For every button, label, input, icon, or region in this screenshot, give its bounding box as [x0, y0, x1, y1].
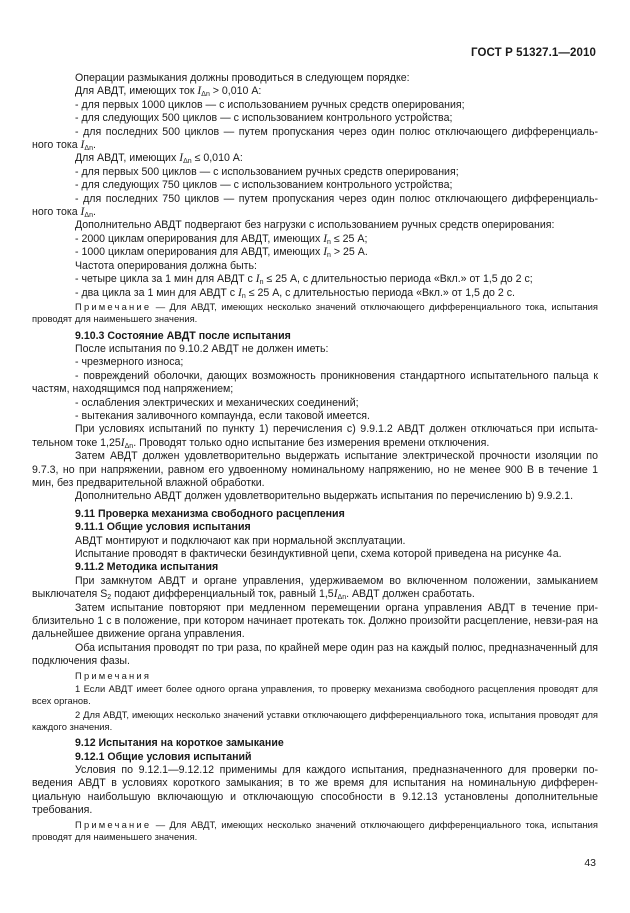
paragraph: Операции размыкания должны проводиться в следующем порядке: [75, 72, 410, 84]
list-item: - вытекания заливочного компаунда, если таковой имеется. [75, 409, 370, 422]
list-item: - ослабления электрических и механических соединений; [75, 396, 359, 409]
paragraph: При замкнутом АВДТ и органе управления, удерживаемом во включенном положении, замыканием выключателя $S_2$ подают дифференциальный ток, равный $1,5I_{\Delta n}$. АВДТ должен сработать. [32, 574, 598, 602]
paragraph: Затем АВДТ должен удовлетворительно выдержать испытание электрической прочности изоляции по 9.7.3, но при напряжении, равном его удвоенному номинальному напряжению, но не менее 900 В в течение 1 мин, без предварительной влажной обработки. [32, 450, 598, 489]
section-heading-9-12: 9.12 Испытания на короткое замыкание [75, 737, 284, 750]
list-item: - для последних 750 циклов — путем пропускания через один полюс отключающего дифференциаль-ного тока $I_{\Delta n}$. [32, 192, 598, 220]
paragraph: Условия по 9.12.1—9.12.12 применимы для каждого испытания, предназначенного для проверки по-ведения АВДТ в условиях короткого замыкания; в то же время для испытания на номинальную дифферен-циальную наибольшую включающую и отключающую способности в 9.12.13 установлены дополнительные требования. [32, 763, 598, 817]
note: Примечание — Для АВДТ, имеющих несколько значений отключающего дифференциального тока, испытания проводят для наименьшего значения. [32, 300, 598, 325]
list-item: - чрезмерного износа; [75, 356, 184, 369]
section-heading-9-10-3: 9.10.3 Состояние АВДТ после испытания [75, 329, 291, 342]
section-heading-9-11-2: 9.11.2 Методика испытания [75, 561, 219, 574]
list-item: - для следующих 500 циклов — с использованием контрольного устройства; [75, 112, 453, 125]
list-item: - для первых 1000 циклов — с использованием ручных средств оперирования; [75, 98, 465, 111]
standard-header: ГОСТ Р 51327.1—2010 [471, 47, 596, 59]
section-heading-9-12-1: 9.12.1 Общие условия испытаний [75, 750, 252, 763]
paragraph: Для АВДТ, имеющих $I_{\Delta n} \le 0,010$ А: [75, 152, 243, 166]
paragraph: После испытания по 9.10.2 АВДТ не должен иметь: [75, 342, 329, 355]
list-item: - повреждений оболочки, дающих возможность проникновения стандартного испытательного пальца к частям, находящимся под напряжением; [32, 369, 598, 396]
paragraph: Дополнительно АВДТ подвергают без нагрузки с использованием ручных средств оперирования: [75, 219, 555, 232]
list-item: - для следующих 750 циклов — с использованием контрольного устройства; [75, 179, 453, 192]
list-item: - для первых 500 циклов — с использованием ручных средств оперирования; [75, 165, 459, 178]
paragraph: Частота оперирования должна быть: [75, 259, 257, 272]
note: 2 Для АВДТ, имеющих несколько значений уставки отключающего дифференциального тока, испытания проводят для каждого значения. [32, 708, 598, 732]
paragraph: Испытание проводят в фактически безиндуктивной цепи, схема которой приведена на рисунке 4а. [75, 548, 562, 560]
paragraph: Дополнительно АВДТ должен удовлетворительно выдержать испытания по перечислению b) 9.9.2.1. [75, 490, 574, 503]
document-body [32, 72, 598, 843]
paragraph: Для АВДТ, имеющих ток $I_{\Delta n} > 0,010$ А: [75, 85, 262, 99]
section-heading-9-11-1: 9.11.1 Общие условия испытания [75, 521, 251, 534]
section-heading-9-11: 9.11 Проверка механизма свободного расцепления [75, 507, 345, 520]
list-item: - 1000 циклам оперирования для АВДТ, имеющих $I_n > 25$ А. [75, 246, 368, 260]
list-item: - 2000 циклам оперирования для АВДТ, имеющих $I_n \le 25$ А; [75, 232, 368, 246]
page-number: 43 [584, 857, 596, 869]
list-item: - четыре цикла за 1 мин для АВДТ с $I_n \le 25$ А, с длительностью периода «Вкл.» от 1,5 до 2 с; [75, 273, 533, 287]
notes-label: Примечания [75, 669, 152, 681]
paragraph: АВДТ монтируют и подключают как при нормальной эксплуатации. [75, 534, 406, 547]
list-item: - для последних 500 циклов — путем пропускания через один полюс отключающего дифференциаль-ного тока $I_{\Delta n}$. [32, 125, 598, 153]
note: 1 Если АВДТ имеет более одного органа управления, то проверку механизма свободного расцепления проводят для всех органов. [32, 682, 598, 707]
paragraph: Оба испытания проводят по три раза, по крайней мере один раз на каждый полюс, предназначенный для подключения фазы. [32, 641, 598, 668]
list-item: - два цикла за 1 мин для АВДТ с $I_n \le 25$ А, с длительностью периода «Вкл.» от 1,5 до 2 с. [75, 286, 515, 300]
paragraph: Затем испытание повторяют при медленном перемещении органа управления АВДТ в течение при-близительно 1 с в положение, при котором начинает протекать ток. Должно произойти расцепление, невзи-рая на дальнейшее движение органа управления. [32, 601, 598, 641]
paragraph: При условиях испытаний по пункту 1) перечисления с) 9.9.1.2 АВДТ должен отключаться при испыта-тельном токе $1,25I_{\Delta n}$. Проводят только одно испытание без измерения времени отключения. [32, 423, 598, 450]
note: Примечание — Для АВДТ, имеющих несколько значений отключающего дифференциального тока, испытания проводят для наименьшего значения. [32, 818, 598, 842]
